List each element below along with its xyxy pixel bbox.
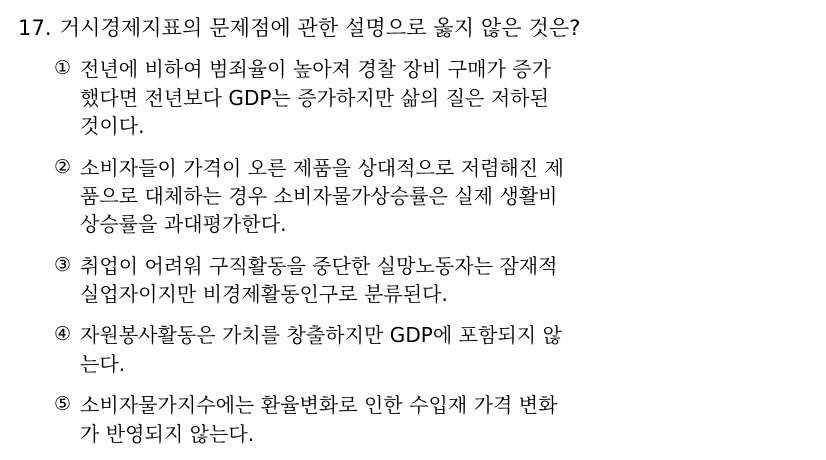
choice-text-5	[80, 391, 780, 448]
choice-text-2	[80, 154, 780, 239]
choice-marker-2: ②	[54, 155, 72, 178]
choice-line: 취업이 어려워 구직활동을 중단한 실망노동자는 잠재적	[80, 253, 558, 278]
question-number: 17.	[18, 16, 52, 40]
choice-line: 는다.	[80, 351, 126, 376]
choice-text-4	[80, 321, 780, 378]
choice-marker-3: ③	[54, 253, 72, 276]
choice-option-1[interactable]	[54, 55, 808, 140]
choice-text-1	[80, 55, 780, 140]
choice-option-3[interactable]	[54, 252, 808, 309]
choice-line: 자원봉사활동은 가치를 창출하지만 GDP에 포함되지 않	[80, 323, 562, 348]
question-text: 거시경제지표의 문제점에 관한 설명으로 옳지 않은 것은?	[59, 16, 581, 40]
choice-line: 가 반영되지 않는다.	[80, 421, 255, 446]
choice-line: 했다면 전년보다 GDP는 증가하지만 삶의 질은 저하된	[80, 85, 549, 110]
choice-option-4[interactable]	[54, 321, 808, 378]
choice-line: 소비자물가지수에는 환율변화로 인한 수입재 가격 변화	[80, 393, 558, 418]
choice-option-5[interactable]	[54, 391, 808, 448]
choice-marker-5: ⑤	[54, 393, 72, 416]
choice-line: 전년에 비하여 범죄율이 높아져 경찰 장비 구매가 증가	[80, 57, 551, 82]
choice-marker-4: ④	[54, 323, 72, 346]
choice-line: 상승률을 과대평가한다.	[80, 212, 287, 237]
choice-text-3	[80, 252, 780, 309]
choice-marker-1: ①	[54, 57, 72, 80]
question-stem	[18, 14, 808, 42]
choice-line: 것이다.	[80, 114, 145, 139]
choice-line: 실업자이지만 비경제활동인구로 분류된다.	[80, 282, 448, 307]
choice-list	[18, 55, 808, 448]
choice-line: 소비자들이 가격이 오른 제품을 상대적으로 저렴해진 제	[80, 155, 564, 180]
choice-line: 품으로 대체하는 경우 소비자물가상승률은 실제 생활비	[80, 183, 558, 208]
choice-option-2[interactable]	[54, 154, 808, 239]
